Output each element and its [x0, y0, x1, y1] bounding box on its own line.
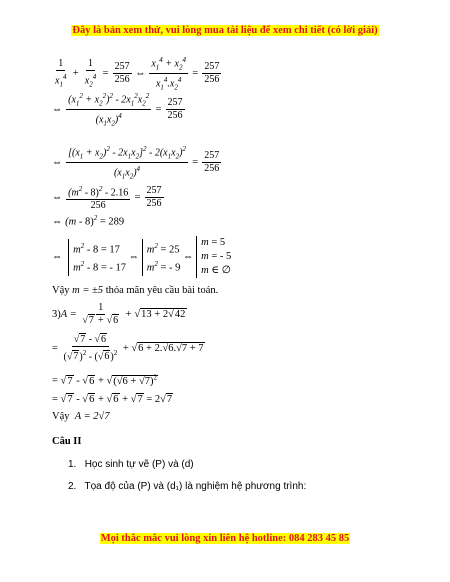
- conclusion-m: Vậy m = ±5 thỏa mãn yêu cầu bài toán.: [52, 285, 219, 296]
- equation-A-step-2: = $√7 - √6 + √(√6 + √7)^2$: [52, 373, 157, 387]
- hotline-footer-banner: Mọi thắc mắc vui lòng xin liên hệ hotline: 084 283 45 85: [100, 533, 350, 544]
- equation-2: ⇔ $\frac{(x_1^2 + x_2^2)^2 - 2x_1^2x_2^2}{(x_1x_2)^4}$ = $\frac{257}{256}$: [52, 92, 183, 128]
- equation-5: ⇔ (m - 8)$^2$ = 289: [52, 214, 125, 228]
- equation-1: $\frac{1}{x_1^4}$ + $\frac{1}{x_2^4}$ = $\frac{257}{256}$ ⇔ $\frac{x_1^4 + x_2^4}{x_1^4.x_2^4}$ = $\frac{257}{256}$: [55, 56, 220, 92]
- conclusion-A: Vậy A = 2√7: [52, 411, 110, 422]
- preview-notice-banner: Đây là bản xem thử, vui lòng mua tài liệu để xem chi tiết (có lời giải): [72, 25, 378, 36]
- equation-4: ⇔ $\frac{(m^2 - 8)^2 - 2.16}{256}$ = $\frac{257}{256}$: [52, 185, 162, 212]
- list-item: 2. Tọa độ của (P) và (d₁) là nghiệm hệ phương trình:: [68, 481, 307, 492]
- equation-A-step-1: = $\frac{√7 - √6}{(√7)^2 - (√6)^2}$ + √6 + 2.√6.√7 + 7: [52, 334, 204, 363]
- equation-6-systems: ⇔ $m^2 - 8 = 17$ $m^2 - 8$ = - 17 ⇔ $m^2 = 25$ $m^2$ = - 9 ⇔ m = 5 m = - 5 m ∈ ∅: [52, 237, 232, 276]
- equation-A-step-3: = √7 - √6 + √6 + √7 = 2√7: [52, 394, 173, 405]
- list-item: 1. Học sinh tự vẽ (P) và (d): [68, 459, 194, 470]
- section-title: Câu II: [52, 436, 82, 447]
- equation-A-definition: 3)A = $\frac{1}{√7 + √6}$ + √13 + 2√42: [52, 302, 186, 326]
- equation-3: ⇔ $\frac{[(x_1 + x_2)^2 - 2x_1x_2]^2 - 2(x_1x_2)^2}{(x_1x_2)^4}$ = $\frac{257}{256}$: [52, 145, 220, 181]
